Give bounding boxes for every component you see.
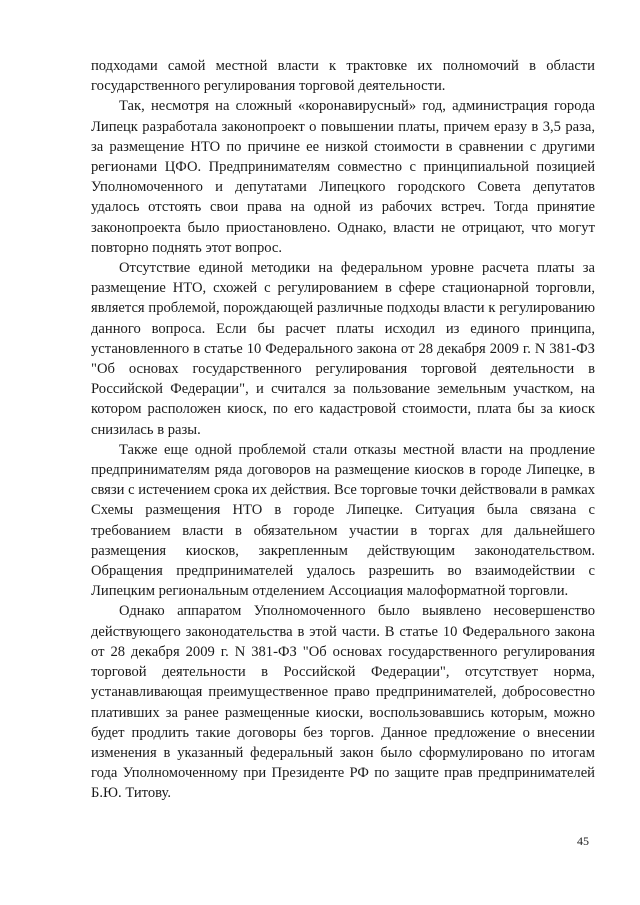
page-number: 45 xyxy=(577,834,589,848)
paragraph-contract-extension: Также еще одной проблемой стали отказы местной власти на продление предпринимателям ряда договоров на размещение киосков в городе Липецке, в связи с истечением срока их действия. Все торговые точки действовали в рамках Схемы размещения НТО в городе Липецке. Ситуация была связана с требованием власти в обязательном участии в торгах для дальнейшего размещения киосков, закрепленным действующим законодательством. Обращения предпринимателей удалось разрешить во взаимодействии с Липецким региональным отделением Ассоциация малоформатной торговли. xyxy=(91,441,595,600)
paragraph-coronavirus-year: Так, несмотря на сложный «коронавирусный» год, администрация города Липецк разработала законопроект о повышении платы, причем еразу в 3,5 раза, за размещение НТО по причине ее низкой стоимости в сравнении с другими регионами ЦФО. Предпринимателям совместно с принципиальной позицией Уполномоченного и депутатами Липецкого городского Совета депутатов удалось отстоять свои права на одной из рабочих встреч. Тогда принятие законопроекта было приостановлено. Однако, власти не отрицают, что могут повторно поднять этот вопрос. xyxy=(91,98,595,256)
body-text xyxy=(91,56,595,804)
paragraph-legislation-gap: Однако аппаратом Уполномоченного было выявлено несовершенство действующего законодательства в этой части. В статье 10 Федерального закона от 28 декабря 2009 г. N 381-ФЗ "Об основах государственного регулирования торговой деятельности в Российской Федерации", отсутствует норма, устанавливающая преимущественное право предпринимателей, добросовестно плативших за ранее размещенные киоски, воспользовавшись которым, можно будет продлить такие договоры без торгов. Данное предложение о внесении изменения в указанный федеральный закон было сформулировано по итогам года Уполномоченному при Президенте РФ по защите прав предпринимателей Б.Ю. Титову. xyxy=(91,603,595,802)
paragraph-continuation: подходами самой местной власти к трактовке их полномочий в области государственного регулирования торговой деятельности. xyxy=(91,58,595,95)
paragraph-methodology: Отсутствие единой методики на федеральном уровне расчета платы за размещение НТО, схожей с регулированием в сфере стационарной торговли, является проблемой, порождающей различные подходы власти к регулированию данного вопроса. Если бы расчет платы исходил из единого принципа, установленного в статье 10 Федерального закона от 28 декабря 2009 г. N 381-ФЗ "Об основах государственного регулирования торговой деятельности в Российской Федерации", и считался за пользование земельным участком, на котором расположен киоск, по его кадастровой стоимости, плата бы за киоск снизилась в разы. xyxy=(91,260,595,438)
